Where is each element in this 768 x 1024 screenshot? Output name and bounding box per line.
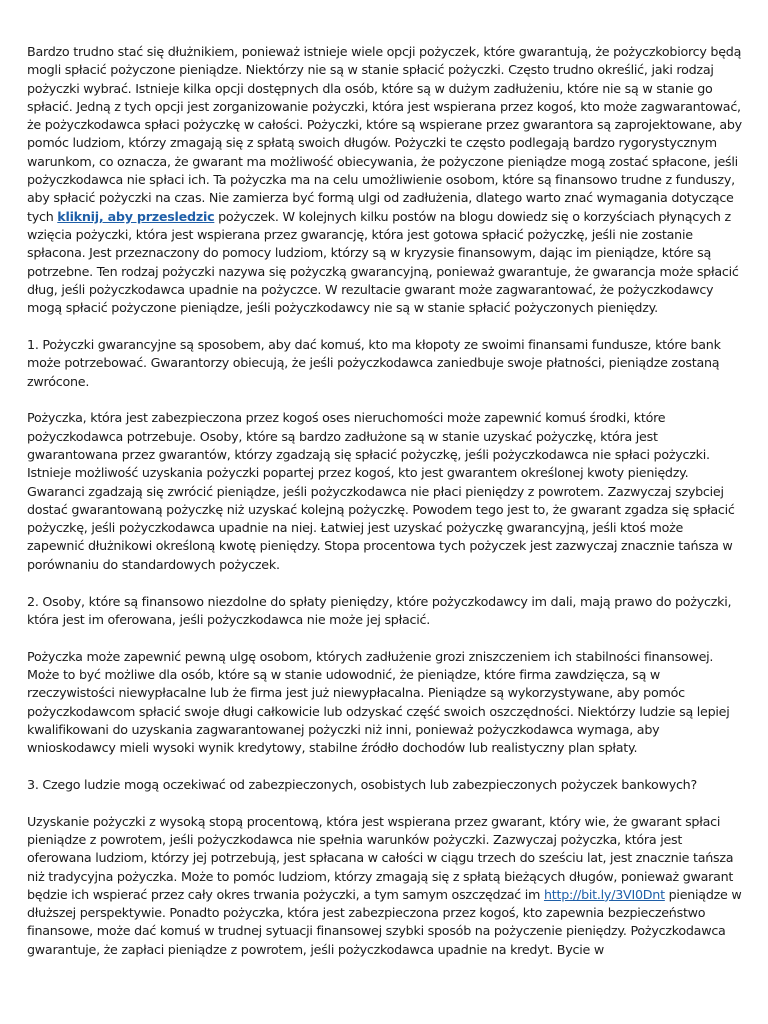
section-3-heading: 3. Czego ludzie mogą oczekiwać od zabezpieczonych, osobistych lub zabezpieczonych pożyczek bankowych? <box>27 776 697 792</box>
paragraph-intro-text-after: pożyczek. W kolejnych kilku postów na blogu dowiedz się o korzyściach płynących z wzięcia pożyczki, która jest wspierana przez gwarancję, która jest gotowa spłacić pożyczkę, jeśli nie zostanie spłacona. Jest przeznaczony do pomocy ludziom, którzy są w kryzysie finansowym, dając im pieniądze, które są potrzebne. Ten rodzaj pożyczki nazywa się pożyczką gwarancyjną, ponieważ gwarantuje, że gwarancja może spłacić dług, jeśli pożyczkodawca upadnie na pożyczce. W rezultacie gwarant może zagwarantować, że pożyczkodawcy mogą spłacić pożyczone pieniądze, jeśli pożyczkodawcy nie są w stanie spłacić pożyczonych pieniędzy. <box>27 208 739 316</box>
section-1-heading: 1. Pożyczki gwarancyjne są sposobem, aby dać komuś, kto ma kłopoty ze swoimi finansami fundusze, które bank może potrzebować. Gwarantorzy obiecują, że jeśli pożyczkodawca zaniedbuje swoje płatności, pieniądze zostaną zwrócone. <box>27 336 721 389</box>
paragraph-high-interest-text-after: pieniądze w dłuższej perspektywie. Ponadto pożyczka, która jest zabezpieczona przez kogoś, kto zapewnia bezpieczeństwo finansowe, może dać komuś w trudnej sytuacji finansowej szybki sposób na pożyczenie pieniędzy. Pożyczkodawca gwarantuje, że zapłaci pieniądze z powrotem, jeśli pożyczkodawca upadnie na kredyt. Bycie w <box>27 886 742 957</box>
track-link[interactable]: kliknij, aby przesledzic <box>57 208 215 224</box>
paragraph-intro <box>27 43 743 317</box>
paragraph-high-interest-text-before: Uzyskanie pożyczki z wysoką stopą procentową, która jest wspierana przez gwarant, który wie, że gwarant spłaci pieniądze z powrotem, jeśli pożyczkodawca nie spełnia warunków pożyczki. Zazwyczaj pożyczka, która jest oferowana ludziom, którzy jej potrzebują, jest spłacana w całości w ciągu trzech do sześciu lat, jest znacznie tańsza niż tradycyjna pożyczka. Może to pomóc ludziom, którzy zmagają się z spłatą bieżących długów, ponieważ gwarant będzie ich wspierać przez cały okres trwania pożyczki, a tym samym oszczędzać im <box>27 813 734 902</box>
paragraph-secured-loan: Pożyczka, która jest zabezpieczona przez kogoś oses nieruchomości może zapewnić komuś środki, które pożyczkodawca potrzebuje. Osoby, które są bardzo zadłużone są w stanie uzyskać pożyczkę, która jest gwarantowana przez gwarantów, którzy zgadzają się spłacić pożyczkę, jeśli pożyczkodawca nie spłaci pożyczki. Istnieje możliwość uzyskania pożyczki popartej przez kogoś, kto jest gwarantem określonej kwoty pieniędzy. Gwaranci zgadzają się zwrócić pieniądze, jeśli pożyczkodawca nie płaci pieniędzy z powrotem. Zazwyczaj szybciej dostać gwarantowaną pożyczkę niż uzyskać kolejną pożyczkę. Powodem tego jest to, że gwarant zgadza się spłacić pożyczkę, jeśli pożyczkodawca upadnie na niej. Łatwiej jest uzyskać pożyczkę gwarancyjną, jeśli ktoś może zapewnić dłużnikowi określoną kwotę pieniędzy. Stopa procentowa tych pożyczek jest zazwyczaj znacznie tańsza w porównaniu do standardowych pożyczek. <box>27 410 735 572</box>
section-2-heading: 2. Osoby, które są finansowo niezdolne do spłaty pieniędzy, które pożyczkodawcy im dali, mają prawo do pożyczki, która jest im oferowana, jeśli pożyczkodawca nie może jej spłacić. <box>27 593 732 627</box>
paragraph-high-interest <box>27 813 743 959</box>
paragraph-intro-text-before: Bardzo trudno stać się dłużnikiem, ponieważ istnieje wiele opcji pożyczek, które gwarantują, że pożyczkobiorcy będą mogli spłacić pożyczone pieniądze. Niektórzy nie są w stanie spłacić pożyczki. Często trudno określić, jaki rodzaj pożyczki wybrać. Istnieje kilka opcji dostępnych dla osób, które są w dużym zadłużeniu, które nie są w stanie go spłacić. Jedną z tych opcji jest zorganizowanie pożyczki, która jest wspierana przez kogoś, kto może zagwarantować, że pożyczkodawca spłaci pożyczkę w całości. Pożyczki, które są wspierane przez gwarantora są zaprojektowane, aby pomóc ludziom, którzy zmagają się z spłatą swoich długów. Pożyczki te często podlegają bardzo rygorystycznym warunkom, co oznacza, że gwarant ma możliwość obiecywania, że pożyczone pieniądze mogą zostać spłacone, jeśli pożyczkodawca nie spłaci ich. Ta pożyczka ma na celu umożliwienie osobom, które są finansowo trudne z funduszy, aby spłacić pożyczki na czas. Nie zamierza być formą ulgi od zadłużenia, dlatego warto znać wymagania dotyczące tych <box>27 44 742 224</box>
bitly-link[interactable]: http://bit.ly/3VI0Dnt <box>543 886 665 902</box>
document-page <box>27 43 743 978</box>
paragraph-relief: Pożyczka może zapewnić pewną ulgę osobom, których zadłużenie grozi zniszczeniem ich stabilności finansowej. Może to być możliwe dla osób, które są w stanie udowodnić, że pieniądze, które firma zawdzięcza, są w rzeczywistości niewypłacalne lub że firma jest już niewypłacalna. Pieniądze są wykorzystywane, aby pomóc pożyczkodawcom spłacić swoje długi całkowicie lub odzyskać część swoich oszczędności. Niektórzy ludzie są lepiej kwalifikowani do uzyskania zagwarantowanej pożyczki niż inni, ponieważ pożyczkodawca wymaga, aby wnioskodawcy mieli wysoki wynik kredytowy, stabilne źródło dochodów lub realistyczny plan spłaty. <box>27 648 730 756</box>
